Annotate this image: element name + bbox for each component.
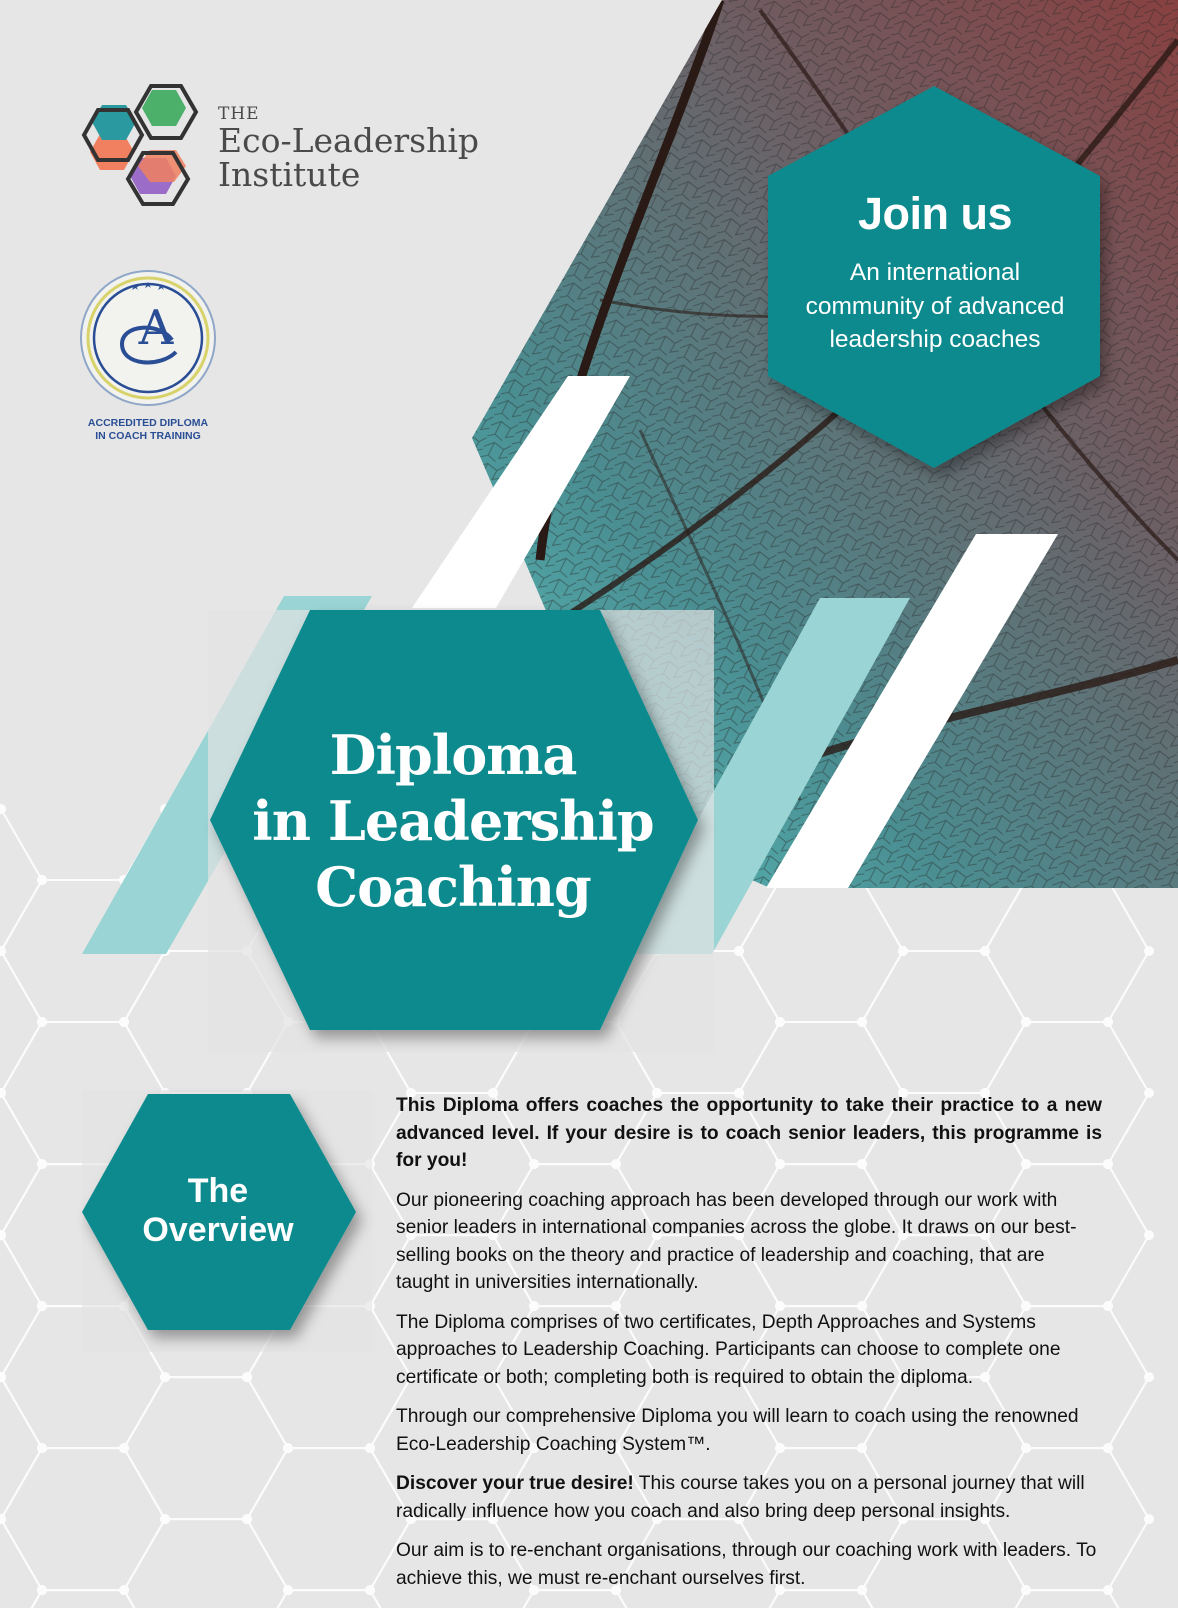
hexagon-grid-cell <box>247 1590 411 1608</box>
hexagon-grid-node <box>1144 1230 1154 1240</box>
join-us-line-2: community of advanced <box>805 292 1065 320</box>
paragraph-certificates: The Diploma comprises of two certificates, Depth Approaches and Systems approaches to Leadership Coaching. Participants can choose to complete one certificate or both; completing both is required to obtain the diploma. <box>396 1311 1061 1388</box>
hexagon-grid-node <box>119 1017 129 1027</box>
accreditation-line-1: ACCREDITED DIPLOMA <box>87 417 209 429</box>
hexagon-grid-cell <box>247 1448 411 1590</box>
hexagon-grid-node <box>37 1159 47 1169</box>
hexagon-grid-node <box>980 946 990 956</box>
hexagon-grid-node <box>1144 1372 1154 1382</box>
logo-line-2: Institute <box>218 155 361 194</box>
intro-paragraph: This Diploma offers coaches the opportunity to take their practice to a new advanced level. If your desire is to coach senior leaders, this programme is for you! <box>396 1095 1102 1171</box>
hexagon-grid-node <box>0 1372 6 1382</box>
join-us-title: Join us <box>857 188 1013 239</box>
hexagon-grid-cell <box>1 1590 165 1608</box>
diploma-title <box>218 722 688 920</box>
hexagon-grid-node <box>898 946 908 956</box>
hexagon-grid-node <box>1144 946 1154 956</box>
desire-rest: This course takes you on a personal journey that will radically influence how you coach and also bring deep personal insights. <box>396 1473 1085 1522</box>
hexagon-grid-node <box>242 1372 252 1382</box>
hexagon-grid-node <box>160 1372 170 1382</box>
logo-the: THE <box>218 104 260 124</box>
diploma-title-line-1: Diploma <box>329 723 577 787</box>
hexagon-grid-node <box>734 946 744 956</box>
hexagon-grid-node <box>283 1443 293 1453</box>
hexagon-grid-node <box>37 1443 47 1453</box>
diploma-title-line-2: in Leadership <box>252 789 654 853</box>
paragraph-system: Through our comprehensive Diploma you will learn to coach using the renowned Eco-Leadership Coaching System™. <box>396 1406 1079 1455</box>
overview-body <box>396 1092 1102 1604</box>
desire-emphasis: Discover your true desire! <box>396 1473 634 1494</box>
hexagon-grid-node <box>1021 1017 1031 1027</box>
hexagon-grid-node <box>119 1443 129 1453</box>
hexagon-grid-node <box>0 1514 6 1524</box>
hexagon-grid-node <box>283 1585 293 1595</box>
hexagon-grid-node <box>1103 1585 1113 1595</box>
hexagon-grid-node <box>119 1585 129 1595</box>
hexagon-grid-cell <box>0 1519 42 1608</box>
hexagon-grid-node <box>857 1017 867 1027</box>
hexagon-grid-node <box>242 1514 252 1524</box>
accreditation-caption <box>74 417 222 443</box>
hexagon-grid-cell <box>1 1448 165 1590</box>
join-us-line-3: leadership coaches <box>829 326 1041 353</box>
hexagon-grid-node <box>0 1088 6 1098</box>
paragraph-aim: Our aim is to re-enchant organisations, through our coaching work with leaders. To achieve this, we must re-enchant ourselves first. <box>396 1540 1097 1589</box>
institute-logo-text <box>218 104 479 192</box>
join-us-line-1: An international <box>849 259 1021 286</box>
hexagon-grid-cell <box>0 809 42 951</box>
hexagon-grid-node <box>1144 1514 1154 1524</box>
hexagon-grid-node <box>37 1301 47 1311</box>
hexagon-grid-node <box>37 1017 47 1027</box>
hexagon-grid-node <box>0 946 6 956</box>
accreditation-line-2: IN COACH TRAINING <box>95 430 201 442</box>
hexagon-grid-node <box>37 875 47 885</box>
hexagon-grid-cell <box>0 951 42 1093</box>
hexagon-grid-cell <box>739 880 903 1022</box>
hexagon-grid-cell <box>124 1519 288 1608</box>
accreditation-badge-letter: A <box>138 300 174 356</box>
hexagon-grid-node <box>1103 1159 1113 1169</box>
logo-hexagons-icon <box>84 86 196 204</box>
hexagon-grid-cell <box>124 1377 288 1519</box>
paragraph-approach: Our pioneering coaching approach has been developed through our work with senior leaders in international companies across the globe. It draws on our best-selling books on the theory and practice of leadership and coaching, that are taught in universities internationally. <box>396 1189 1077 1293</box>
hexagon-grid-node <box>365 1443 375 1453</box>
hexagon-grid-node <box>0 1230 6 1240</box>
hexagon-grid-node <box>1144 1088 1154 1098</box>
join-us-block <box>768 188 1102 357</box>
hexagon-grid-cell <box>0 1093 42 1235</box>
overview-heading-line-2: Overview <box>142 1211 294 1249</box>
hexagon-grid-node <box>0 804 6 814</box>
overview-heading <box>82 1172 354 1250</box>
hexagon-grid-cell <box>862 951 1026 1093</box>
diploma-title-line-3: Coaching <box>315 855 591 919</box>
hexagon-grid-cell <box>0 1235 42 1377</box>
hexagon-grid-node <box>1103 1443 1113 1453</box>
logo-line-1: Eco-Leadership <box>218 121 480 160</box>
hexagon-grid-node <box>1103 1301 1113 1311</box>
paragraph-desire <box>396 1470 1102 1525</box>
hexagon-grid-node <box>160 1514 170 1524</box>
hexagon-grid-node <box>365 1585 375 1595</box>
hexagon-grid-node <box>775 1017 785 1027</box>
hexagon-grid-cell <box>0 1377 42 1519</box>
hexagon-grid-node <box>37 1585 47 1595</box>
hexagon-grid-cell <box>985 880 1149 1022</box>
overview-heading-line-1: The <box>187 1172 249 1210</box>
hexagon-grid-node <box>1103 1017 1113 1027</box>
